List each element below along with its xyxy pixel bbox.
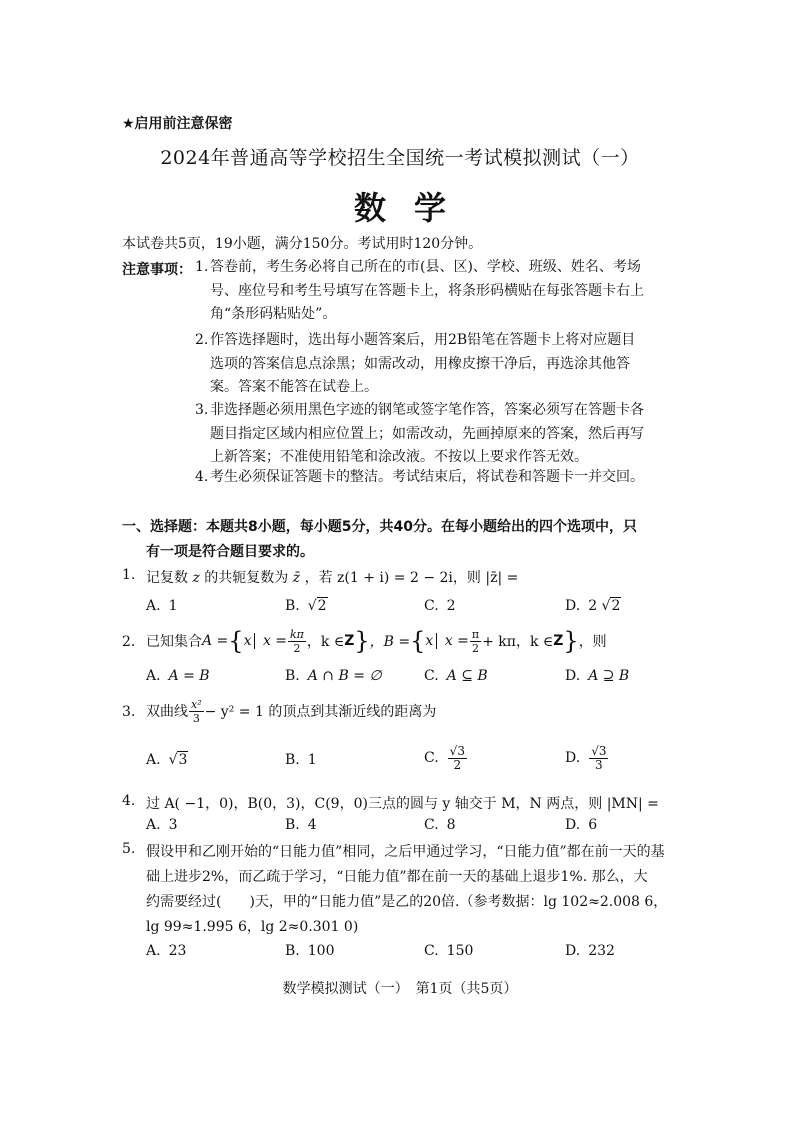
option-text: 2	[446, 598, 456, 614]
option-c	[424, 598, 456, 614]
option-label: A.	[146, 598, 161, 614]
option-a	[146, 817, 177, 833]
math-var: x =	[444, 633, 469, 649]
notes-label: 注意事项：	[122, 262, 192, 278]
frac-num: x²	[191, 697, 202, 711]
stem-text: ，若 z(1 + i) = 2 − 2i，则 |z̄| =	[304, 570, 519, 586]
note-line: 上新答案；不准使用铅笔和涂改液。不按以上要求作答无效。	[210, 449, 588, 465]
option-label: D.	[565, 817, 581, 833]
note-number: 2.	[195, 332, 209, 348]
option-a	[146, 943, 186, 959]
option-label: A.	[146, 943, 161, 959]
frac-num: kπ	[290, 627, 304, 641]
question-5-line: lg 99≈1.995 6，lg 2≈0.301 0)	[146, 919, 359, 935]
question-number: 1.	[122, 567, 136, 583]
frac-den: 2	[471, 641, 479, 655]
page-footer: 数学模拟测试（一） 第1页（共5页）	[282, 981, 518, 997]
option-label: C.	[424, 598, 439, 614]
confidential-notice: ★启用前注意保密	[122, 116, 233, 132]
option-label: A.	[146, 752, 161, 768]
note-number: 1.	[195, 259, 209, 275]
option-c	[424, 943, 473, 959]
fraction-sqrt3-3: $\frac{√3}{3}$	[591, 743, 607, 772]
question-number: 3.	[122, 704, 136, 720]
fraction-kpi-2	[288, 628, 306, 655]
stem-text: 已知集合	[146, 634, 202, 650]
note-line: 号、座位号和考生号填写在答题卡上，将条形码横贴在每张答题卡右上	[210, 282, 644, 299]
option-c	[424, 817, 456, 833]
note-number: 4.	[195, 469, 209, 485]
option-label: B.	[285, 752, 300, 768]
option-label: C.	[424, 817, 439, 833]
question-3-stem	[146, 694, 436, 728]
question-number: 4.	[122, 793, 136, 809]
option-text: 100	[307, 943, 335, 959]
subject-title: 数学	[353, 189, 474, 227]
option-label: D.	[565, 750, 581, 766]
note-item	[195, 256, 644, 327]
note-line: 题目指定区域内相应位置上；如需改动，先画掉原来的答案，然后再写	[210, 425, 644, 442]
option-label: A.	[146, 668, 161, 684]
math-var: x	[425, 633, 434, 649]
option-text: 4	[307, 817, 317, 833]
option-a	[146, 668, 210, 684]
set-bar	[254, 633, 259, 649]
stem-text: ，则	[578, 634, 607, 650]
stem-text: 双曲线	[146, 704, 188, 720]
math-var: ，B =	[369, 634, 411, 650]
question-1-stem	[146, 567, 518, 587]
stem-text: ，k ∈	[306, 634, 345, 650]
option-text: A ⊇ B	[588, 668, 630, 684]
set-bar	[436, 633, 441, 649]
option-b	[285, 943, 334, 959]
section-heading-cont: 有一项是符合题目要求的。	[146, 544, 314, 560]
option-text: 8	[446, 817, 456, 833]
exam-title: 2024年普通高等学校招生全国统一考试模拟测试（一）	[160, 147, 640, 169]
brace-close: }	[563, 627, 579, 655]
option-d	[565, 740, 609, 776]
section-heading: 一、选择题：本题共8小题，每小题5分，共40分。在每小题给出的四个选项中，只	[122, 519, 637, 535]
frac-num: π	[471, 627, 480, 641]
option-b	[285, 817, 317, 833]
option-b	[285, 668, 382, 684]
frac-den: 3	[192, 711, 200, 725]
option-b	[285, 752, 317, 768]
frac-den: 2	[453, 757, 462, 772]
note-line: 作答选择题时，选出每小题答案后，用2B铅笔在答题卡上将对应题目	[210, 332, 636, 348]
option-d	[565, 943, 615, 959]
question-number: 2.	[122, 634, 136, 650]
question-4-stem: 过 A( −1，0)，B(0，3)，C(9，0)三点的圆与 y 轴交于 M，N 两点，则 |MN| =	[146, 796, 659, 812]
option-b: B. √2	[285, 598, 327, 614]
option-text: 150	[446, 943, 474, 959]
option-label: D.	[565, 598, 581, 614]
option-d: D. 2 √2	[565, 598, 621, 614]
option-label: A.	[146, 817, 161, 833]
note-line: 答卷前，考生务必将自己所在的市(县、区)、学校、班级、姓名、考场	[210, 259, 641, 275]
stem-text: 的共轭复数为	[204, 570, 289, 586]
option-d	[565, 817, 597, 833]
question-5-line: 假设甲和乙刚开始的“日能力值”相同，之后甲通过学习，“日能力值”都在前一天的基	[146, 844, 665, 860]
note-line: 角“条形码粘贴处”。	[210, 306, 337, 322]
option-text: 1	[307, 752, 317, 768]
option-text: 232	[588, 943, 615, 959]
option-text: 6	[588, 817, 598, 833]
exam-intro: 本试卷共5页，19小题，满分150分。考试用时120分钟。	[122, 236, 483, 252]
option-label: B.	[285, 668, 300, 684]
note-item	[195, 399, 644, 470]
option-c	[424, 668, 488, 684]
note-item	[195, 329, 636, 400]
option-text: A ⊆ B	[446, 668, 488, 684]
option-label: B.	[285, 598, 300, 614]
frac-num: 3	[598, 743, 607, 758]
frac-den: 3	[595, 757, 603, 772]
stem-text: − y² = 1 的顶点到其渐近线的距离为	[204, 704, 437, 720]
option-text: 1	[168, 598, 178, 614]
option-text: 3	[168, 817, 178, 833]
note-line: 案。答案不能答在试卷上。	[210, 379, 378, 395]
question-number: 5.	[122, 841, 136, 857]
option-label: C.	[424, 668, 439, 684]
option-label: D.	[565, 943, 581, 959]
option-label: D.	[565, 668, 581, 684]
math-var: A =	[202, 633, 229, 649]
fraction-sqrt3-2: $\frac{√3}{2}$	[449, 743, 465, 772]
integer-set: Z	[553, 633, 564, 649]
math-var: z	[192, 570, 200, 586]
frac-num: 3	[457, 743, 465, 758]
note-number: 3.	[195, 402, 209, 418]
frac-den: 2	[293, 641, 301, 655]
option-label: B.	[285, 817, 300, 833]
brace-close: }	[354, 627, 370, 655]
stem-text: + kπ，k ∈	[482, 634, 554, 650]
fraction-x2-3	[189, 698, 204, 725]
brace-open: {	[228, 627, 244, 655]
option-label: B.	[285, 943, 300, 959]
note-item	[195, 466, 644, 490]
option-text: A = B	[168, 668, 210, 684]
option-text: 23	[168, 943, 187, 959]
question-5-line: 约需要经过( )天，甲的“日能力值”是乙的20倍.（参考数据：lg 102≈2.008 6，	[146, 894, 668, 910]
option-label: C.	[424, 943, 439, 959]
option-a: A. √3	[146, 752, 188, 768]
option-d	[565, 668, 629, 684]
option-text: 2	[317, 598, 327, 614]
math-var: x =	[262, 633, 288, 649]
question-5-line: 础上进步2%，而乙疏于学习，“日能力值”都在前一天的基础上退步1%. 那么，大	[146, 869, 648, 885]
note-line: 选项的答案信息点涂黑；如需改动，用橡皮擦干净后，再选涂其他答	[210, 355, 630, 372]
option-text: 3	[178, 752, 188, 768]
math-var: x	[243, 633, 252, 649]
option-label: C.	[424, 750, 439, 766]
note-line: 非选择题必须用黑色字迹的钢笔或签字笔作答，答案必须写在答题卡各	[210, 402, 644, 418]
integer-set: Z	[344, 633, 355, 649]
fraction-pi-2	[470, 628, 481, 655]
option-text: A ∩ B = ∅	[307, 668, 382, 684]
stem-text: 记复数	[146, 570, 188, 586]
option-a	[146, 598, 177, 614]
option-c	[424, 740, 468, 776]
math-var: z̄	[292, 570, 301, 586]
note-line: 考生必须保证答题卡的整洁。考试结束后，将试卷和答题卡一并交回。	[210, 469, 644, 485]
brace-open: {	[410, 627, 426, 655]
question-2-stem	[146, 624, 607, 658]
